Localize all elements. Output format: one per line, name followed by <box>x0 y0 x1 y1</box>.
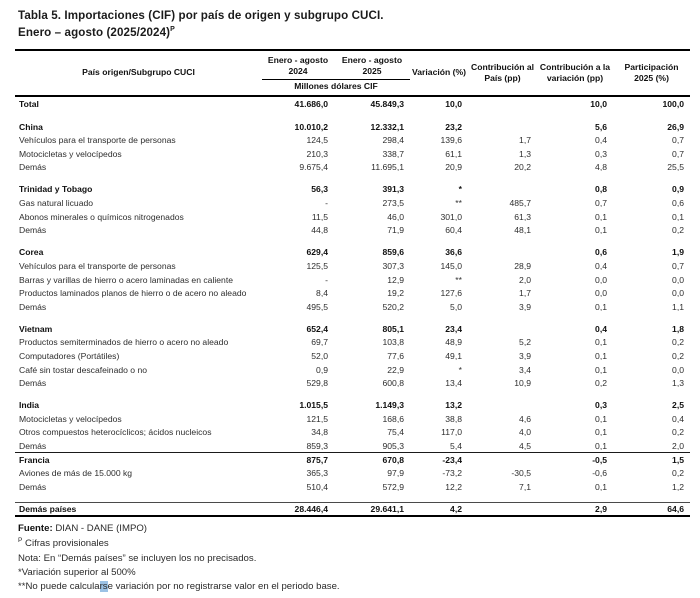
value-cell: 1,7 <box>519 135 531 146</box>
value-cell: -23,4 <box>410 453 468 467</box>
table-row <box>15 426 690 440</box>
value-cell: 117,0 <box>441 427 462 438</box>
spacer-row <box>15 314 690 323</box>
row-label: China <box>19 121 43 132</box>
column-header-participacion: Participación 2025 (%) <box>613 50 690 97</box>
value-cell: 0,0 <box>672 288 684 299</box>
row-label: Demás <box>19 225 47 236</box>
value-cell: 0,0 <box>672 364 684 375</box>
row-label: Demás <box>19 301 47 312</box>
provisional-superscript: P <box>170 26 175 34</box>
value-cell: 1,3 <box>672 378 684 389</box>
imports-table <box>15 49 690 517</box>
value-cell: 0,9 <box>316 364 328 375</box>
value-cell: 0,3 <box>595 148 607 159</box>
table-footnotes <box>15 522 690 595</box>
value-cell: 28,9 <box>514 260 531 271</box>
value-cell: 1,3 <box>519 148 531 159</box>
value-cell: 121,5 <box>306 413 328 424</box>
value-cell: 859,3 <box>306 440 328 451</box>
value-cell: 5,6 <box>595 121 607 132</box>
value-cell: 485,7 <box>509 198 531 209</box>
value-cell: 0,8 <box>595 184 607 195</box>
value-cell: 510,4 <box>306 481 328 492</box>
row-label: Motocicletas y velocípedos <box>19 148 122 159</box>
title-line2: Enero – agosto $(2025/2024)^P$ <box>18 26 175 40</box>
table-row <box>15 398 690 412</box>
value-cell: 805,1 <box>382 323 404 334</box>
source-label: Fuente: <box>18 522 53 534</box>
value-cell: 44,8 <box>311 225 328 236</box>
row-label: Productos laminados planos de hierro o de acero no aleado <box>19 288 247 299</box>
table-row <box>15 322 690 336</box>
row-label: Abonos minerales o químicos nitrogenados <box>19 211 184 222</box>
value-cell: 652,4 <box>306 323 328 334</box>
value-cell: ** <box>455 198 462 209</box>
value-cell: -73,2 <box>442 468 462 479</box>
value-cell: 26,9 <box>667 121 684 132</box>
value-cell: 60,4 <box>445 225 462 236</box>
value-cell: 2,0 <box>672 440 684 451</box>
value-cell: 48,9 <box>445 337 462 348</box>
value-cell: 20,2 <box>514 162 531 173</box>
value-cell: 145,0 <box>440 260 462 271</box>
value-cell: 301,0 <box>440 211 462 222</box>
value-cell: 4,6 <box>519 413 531 424</box>
value-cell: 0,7 <box>672 135 684 146</box>
row-label: Gas natural licuado <box>19 198 94 209</box>
value-cell: 0,2 <box>672 427 684 438</box>
value-cell: 307,3 <box>382 260 404 271</box>
value-cell: 0,0 <box>595 274 607 285</box>
value-cell: 0,2 <box>595 378 607 389</box>
value-cell: 4,8 <box>595 162 607 173</box>
value-cell: 391,3 <box>382 184 404 195</box>
text-selection-highlight: rs <box>99 581 108 593</box>
table-title <box>15 7 690 42</box>
value-cell: 3,9 <box>519 351 531 361</box>
value-cell: 905,3 <box>382 440 404 451</box>
value-cell: 36,6 <box>445 247 462 258</box>
table-row <box>15 286 690 300</box>
value-cell <box>468 453 537 467</box>
value-cell: 0,1 <box>595 225 607 236</box>
value-cell: -30,5 <box>511 468 531 479</box>
table-row <box>15 376 690 390</box>
value-cell: 0,9 <box>672 184 684 195</box>
value-cell: 670,8 <box>334 453 410 467</box>
value-cell: 3,4 <box>519 364 531 375</box>
value-cell: 61,1 <box>445 148 462 159</box>
value-cell: 273,5 <box>382 198 404 209</box>
table-row <box>15 300 690 314</box>
value-cell: 520,2 <box>382 301 404 312</box>
value-cell: 64,6 <box>613 502 690 516</box>
value-cell: 0,7 <box>672 260 684 271</box>
row-label: Demás <box>19 481 47 492</box>
value-cell: 0,6 <box>672 198 684 209</box>
header-row <box>15 50 690 80</box>
table-row <box>15 223 690 237</box>
value-cell: 22,9 <box>387 364 404 375</box>
value-cell: 1,5 <box>613 453 690 467</box>
value-cell: 2,9 <box>537 502 613 516</box>
value-cell: 210,3 <box>306 148 328 159</box>
nota-line: Nota: En “Demás países” se incluyen los no precisados. <box>18 552 257 564</box>
value-cell: 125,5 <box>306 260 328 271</box>
value-cell: 61,3 <box>514 211 531 222</box>
value-cell: 0,4 <box>595 135 607 146</box>
value-cell: 5,2 <box>519 337 531 348</box>
spacer-row <box>15 494 690 503</box>
value-cell: 0,2 <box>672 351 684 361</box>
value-cell: -0,6 <box>592 468 607 479</box>
row-label: Demás <box>19 162 47 173</box>
row-label: Total <box>19 99 39 110</box>
value-cell: 97,9 <box>387 468 404 479</box>
table-row <box>15 120 690 134</box>
value-cell: 0,3 <box>595 400 607 411</box>
value-cell: 10,0 <box>590 99 607 110</box>
row-label: Barras y varillas de hierro o acero laminadas en caliente <box>19 274 233 285</box>
value-cell <box>468 246 537 260</box>
value-cell: 75,4 <box>387 427 404 438</box>
value-cell: 0,1 <box>595 337 607 348</box>
value-cell: ** <box>455 274 462 285</box>
value-cell: 100,0 <box>662 99 684 110</box>
column-header-contribucion-variacion: Contribución a la variación (pp) <box>537 50 613 97</box>
spacer-row <box>15 174 690 183</box>
row-label: Demás <box>19 440 47 451</box>
value-cell: 0,1 <box>595 351 607 361</box>
value-cell: 13,2 <box>445 400 462 411</box>
value-cell: 0,1 <box>595 481 607 492</box>
value-cell: 10,9 <box>514 378 531 389</box>
value-cell: 49,1 <box>445 351 462 361</box>
value-cell: 338,7 <box>382 148 404 159</box>
row-label: Vietnam <box>19 323 53 334</box>
value-cell: 11,5 <box>311 211 328 222</box>
value-cell: 875,7 <box>262 453 334 467</box>
row-label: Demás países <box>15 502 262 516</box>
value-cell: 13,4 <box>445 378 462 389</box>
value-cell: 1.015,5 <box>299 400 328 411</box>
value-cell: 572,9 <box>382 481 404 492</box>
table-row <box>15 336 690 350</box>
value-cell: 71,9 <box>387 225 404 236</box>
value-cell: 0,1 <box>595 364 607 375</box>
spacer-row <box>15 390 690 399</box>
value-cell: 4,5 <box>519 440 531 451</box>
value-cell <box>468 183 537 197</box>
table-row <box>15 453 690 467</box>
row-label: Aviones de más de 15.000 kg <box>19 468 133 479</box>
table-row <box>15 96 690 111</box>
value-cell: 45.849,3 <box>370 99 404 110</box>
value-cell: 12,9 <box>387 274 404 285</box>
value-cell: 8,4 <box>316 288 328 299</box>
value-cell: 0,0 <box>672 274 684 285</box>
value-cell: 5,0 <box>450 301 462 312</box>
value-cell: 23,2 <box>445 121 462 132</box>
table-row <box>15 439 690 453</box>
table-row <box>15 363 690 377</box>
value-cell: 0,1 <box>595 301 607 312</box>
value-cell: 46,0 <box>387 211 404 222</box>
value-cell: 11.695,1 <box>371 162 404 173</box>
table-row <box>15 246 690 260</box>
table-row <box>15 273 690 287</box>
value-cell: 10,0 <box>445 99 462 110</box>
value-cell: 29.641,1 <box>334 502 410 516</box>
value-cell: 298,4 <box>382 135 404 146</box>
value-cell: 2,0 <box>519 274 531 285</box>
row-label: Vehículos para el transporte de personas <box>19 135 176 146</box>
table-row <box>15 502 690 516</box>
provisional-superscript: P <box>18 537 23 545</box>
value-cell: - <box>325 198 328 209</box>
value-cell: 124,5 <box>306 135 328 146</box>
value-cell: 41.686,0 <box>294 99 328 110</box>
row-label: India <box>19 400 40 411</box>
table-row <box>15 210 690 224</box>
value-cell: 859,6 <box>382 247 404 258</box>
value-cell: 1,1 <box>672 301 684 312</box>
value-cell: 0,1 <box>672 211 684 222</box>
value-cell: 19,2 <box>387 288 404 299</box>
value-cell: 0,7 <box>595 198 607 209</box>
value-cell <box>468 96 537 111</box>
source-line: Fuente: DIAN - DANE (IMPO) <box>18 522 147 534</box>
table-body <box>15 96 690 515</box>
value-cell: 34,8 <box>311 427 328 438</box>
value-cell: 48,1 <box>514 225 531 236</box>
value-cell: 103,8 <box>382 337 404 348</box>
value-cell <box>468 322 537 336</box>
value-cell: 168,6 <box>382 413 404 424</box>
title-line1: Tabla 5. Importaciones (CIF) por país de origen y subgrupo CUCI. <box>18 9 384 22</box>
table-row <box>15 133 690 147</box>
value-cell: 69,7 <box>311 337 328 348</box>
value-cell: - <box>325 274 328 285</box>
value-cell: * <box>458 364 462 375</box>
value-cell: 0,1 <box>595 211 607 222</box>
column-header-pais-origen: País origen/Subgrupo CUCI <box>15 50 262 97</box>
value-cell: 10.010,2 <box>294 121 328 132</box>
column-header-periodo-2025: Enero - agosto 2025 <box>334 50 410 80</box>
value-cell: 23,4 <box>445 323 462 334</box>
value-cell: 9.675,4 <box>299 162 328 173</box>
table-row <box>15 147 690 161</box>
value-cell: 5,4 <box>450 440 462 451</box>
table-row <box>15 161 690 175</box>
value-cell: 0,2 <box>672 225 684 236</box>
provisional-note: $^P$ Cifras provisionales <box>18 537 109 550</box>
value-cell: 0,2 <box>672 468 684 479</box>
row-label: Café sin tostar descafeinado o no <box>19 364 148 375</box>
value-cell: 0,1 <box>595 427 607 438</box>
spacer-row <box>15 111 690 120</box>
value-cell: 0,1 <box>595 440 607 451</box>
value-cell: * <box>458 184 462 195</box>
value-cell: 2,5 <box>672 400 684 411</box>
value-cell: 0,0 <box>595 288 607 299</box>
value-cell: 28.446,4 <box>262 502 334 516</box>
row-label: Vehículos para el transporte de personas <box>19 260 176 271</box>
value-cell: 1,9 <box>672 247 684 258</box>
table-row <box>15 183 690 197</box>
value-cell: 1,8 <box>672 323 684 334</box>
table-row <box>15 412 690 426</box>
value-cell: 600,8 <box>382 378 404 389</box>
value-cell: 20,9 <box>445 162 462 173</box>
value-cell: 0,6 <box>595 247 607 258</box>
value-cell: 7,1 <box>519 481 531 492</box>
table-header <box>15 50 690 97</box>
value-cell: 139,6 <box>440 135 462 146</box>
value-cell: 365,3 <box>306 468 328 479</box>
spacer-row <box>15 237 690 246</box>
value-cell <box>468 502 537 516</box>
value-cell: -0,5 <box>537 453 613 467</box>
value-cell <box>468 398 537 412</box>
table-row <box>15 196 690 210</box>
value-cell: 495,5 <box>306 301 328 312</box>
value-cell: 529,8 <box>306 378 328 389</box>
row-label: Corea <box>19 247 44 258</box>
value-cell: 4,0 <box>519 427 531 438</box>
value-cell: 52,0 <box>311 351 328 361</box>
column-header-contribucion-pais: Contribución al País (pp) <box>468 50 537 97</box>
row-label: Demás <box>19 378 47 389</box>
table-row <box>15 349 690 363</box>
value-cell: 0,4 <box>595 260 607 271</box>
value-cell: 25,5 <box>667 162 684 173</box>
value-cell <box>468 120 537 134</box>
footnote-double-star: **No puede calcularse variación por no registrarse valor en el periodo base. <box>18 581 340 593</box>
value-cell: 127,6 <box>440 288 462 299</box>
value-cell: 3,9 <box>519 301 531 312</box>
column-header-periodo-2024: Enero - agosto 2024 <box>262 50 334 80</box>
value-cell: 56,3 <box>311 184 328 195</box>
value-cell: 77,6 <box>387 351 404 361</box>
value-cell: 0,7 <box>672 148 684 159</box>
row-label: Francia <box>15 453 262 467</box>
value-cell: 4,2 <box>410 502 468 516</box>
value-cell: 0,4 <box>595 323 607 334</box>
value-cell: 38,8 <box>445 413 462 424</box>
value-cell: 1.149,3 <box>375 400 404 411</box>
value-cell: 0,1 <box>595 413 607 424</box>
row-label: Trinidad y Tobago <box>19 184 93 195</box>
value-cell: 1,2 <box>672 481 684 492</box>
row-label: Productos semiterminados de hierro o acero no aleado <box>19 337 229 348</box>
value-cell: 12,2 <box>445 481 462 492</box>
footnote-single-star: *Variación superior al 500% <box>18 567 136 579</box>
row-label: Otros compuestos heterocíclicos; ácidos nucleicos <box>19 427 212 438</box>
table-row <box>15 466 690 480</box>
value-cell: 629,4 <box>306 247 328 258</box>
table-row <box>15 480 690 494</box>
units-header: Millones dólares CIF <box>262 80 410 97</box>
value-cell: 12.332,1 <box>370 121 404 132</box>
table-row <box>15 259 690 273</box>
value-cell: 0,2 <box>672 337 684 348</box>
value-cell: 1,7 <box>519 288 531 299</box>
column-header-variacion: Variación (%) <box>410 50 468 97</box>
row-label: Computadores (Portátiles) <box>19 351 120 361</box>
value-cell: 0,4 <box>672 413 684 424</box>
row-label: Motocicletas y velocípedos <box>19 413 122 424</box>
